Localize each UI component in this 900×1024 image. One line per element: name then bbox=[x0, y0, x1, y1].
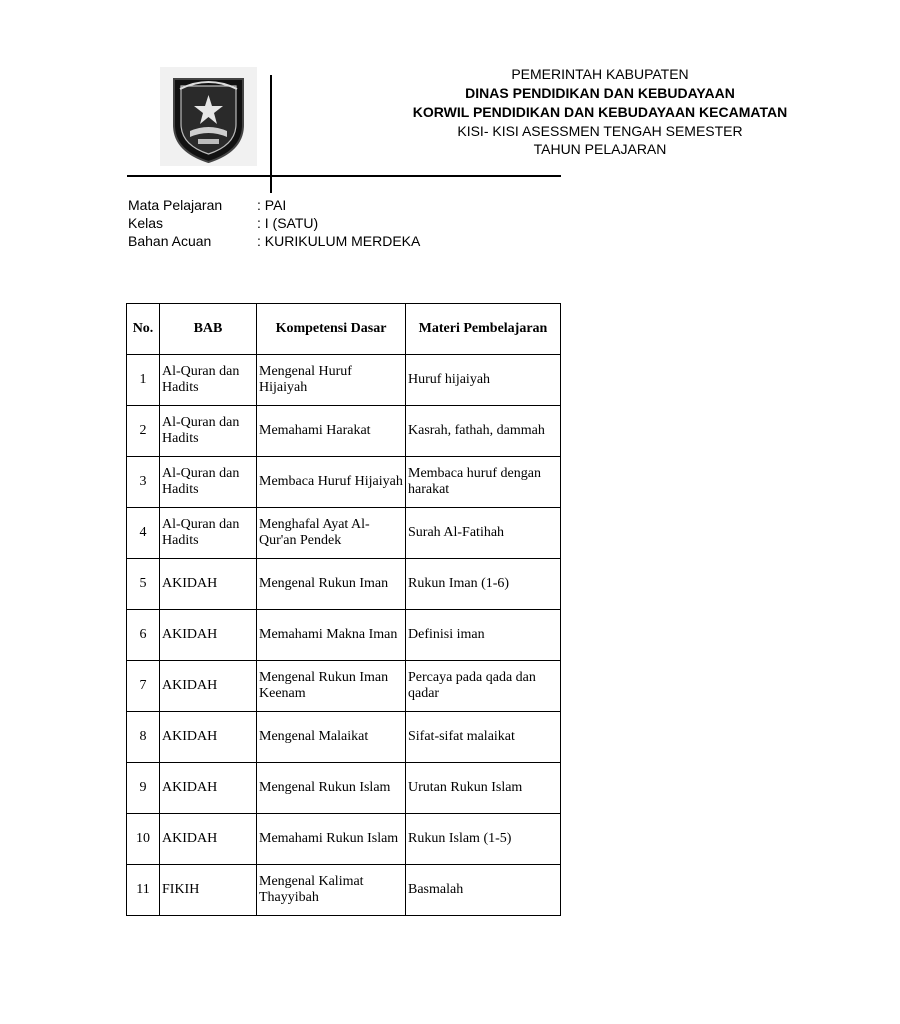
table-row bbox=[127, 712, 561, 763]
row-materi: Surah Al-Fatihah bbox=[406, 508, 561, 559]
header-kompetensi-dasar: Kompetensi Dasar bbox=[257, 304, 406, 355]
row-no: 10 bbox=[127, 814, 160, 865]
acuan-value: : KURIKULUM MERDEKA bbox=[257, 233, 421, 249]
row-bab: Al-Quran dan Hadits bbox=[160, 406, 257, 457]
row-materi: Huruf hijaiyah bbox=[406, 355, 561, 406]
table-row bbox=[127, 355, 561, 406]
row-bab: AKIDAH bbox=[160, 712, 257, 763]
row-bab: AKIDAH bbox=[160, 814, 257, 865]
row-kompetensi: Memahami Harakat bbox=[257, 406, 406, 457]
row-no: 5 bbox=[127, 559, 160, 610]
row-kompetensi: Membaca Huruf Hijaiyah bbox=[257, 457, 406, 508]
row-kompetensi: Mengenal Rukun Iman Keenam bbox=[257, 661, 406, 712]
table-row bbox=[127, 457, 561, 508]
row-bab: AKIDAH bbox=[160, 763, 257, 814]
header-line-3: KORWIL PENDIDIKAN DAN KEBUDAYAAN KECAMATAN bbox=[412, 104, 788, 120]
table-row bbox=[127, 865, 561, 916]
kelas-value: : I (SATU) bbox=[257, 215, 319, 231]
row-bab: AKIDAH bbox=[160, 559, 257, 610]
mapel-value: : PAI bbox=[257, 197, 287, 213]
row-no: 4 bbox=[127, 508, 160, 559]
header-line-4: KISI- KISI ASESSMEN TENGAH SEMESTER bbox=[457, 123, 743, 139]
row-materi: Rukun Islam (1-5) bbox=[406, 814, 561, 865]
info-row-acuan bbox=[128, 232, 421, 250]
row-bab: Al-Quran dan Hadits bbox=[160, 457, 257, 508]
row-kompetensi: Mengenal Rukun Islam bbox=[257, 763, 406, 814]
row-bab: Al-Quran dan Hadits bbox=[160, 508, 257, 559]
row-no: 9 bbox=[127, 763, 160, 814]
acuan-label: Bahan Acuan bbox=[128, 233, 212, 249]
row-materi: Kasrah, fathah, dammah bbox=[406, 406, 561, 457]
table-row bbox=[127, 508, 561, 559]
row-no: 11 bbox=[127, 865, 160, 916]
row-kompetensi: Mengenal Rukun Iman bbox=[257, 559, 406, 610]
row-no: 2 bbox=[127, 406, 160, 457]
row-bab: Al-Quran dan Hadits bbox=[160, 355, 257, 406]
row-bab: AKIDAH bbox=[160, 610, 257, 661]
row-kompetensi: Memahami Makna Iman bbox=[257, 610, 406, 661]
table-row bbox=[127, 406, 561, 457]
row-bab: AKIDAH bbox=[160, 661, 257, 712]
row-materi: Rukun Iman (1-6) bbox=[406, 559, 561, 610]
row-materi: Urutan Rukun Islam bbox=[406, 763, 561, 814]
info-row-kelas bbox=[128, 214, 319, 232]
info-row-mapel bbox=[128, 196, 287, 214]
table-header-row bbox=[127, 304, 561, 355]
row-materi: Sifat-sifat malaikat bbox=[406, 712, 561, 763]
table-row bbox=[127, 814, 561, 865]
table-row bbox=[127, 763, 561, 814]
header-bab: BAB bbox=[160, 304, 257, 355]
header-line-1: PEMERINTAH KABUPATEN bbox=[511, 66, 689, 82]
row-materi: Percaya pada qada dan qadar bbox=[406, 661, 561, 712]
table-row bbox=[127, 661, 561, 712]
header-materi-pembelajaran: Materi Pembelajaran bbox=[406, 304, 561, 355]
table-row bbox=[127, 559, 561, 610]
row-kompetensi: Mengenal Malaikat bbox=[257, 712, 406, 763]
row-kompetensi: Menghafal Ayat Al-Qur'an Pendek bbox=[257, 508, 406, 559]
row-kompetensi: Memahami Rukun Islam bbox=[257, 814, 406, 865]
header-no: No. bbox=[127, 304, 160, 355]
row-no: 8 bbox=[127, 712, 160, 763]
table-row bbox=[127, 610, 561, 661]
kelas-label: Kelas bbox=[128, 215, 164, 231]
header-line-2: DINAS PENDIDIKAN DAN KEBUDAYAAN bbox=[465, 85, 735, 101]
regency-emblem-logo bbox=[160, 67, 257, 166]
kisi-kisi-table bbox=[126, 303, 561, 916]
row-no: 7 bbox=[127, 661, 160, 712]
header-horizontal-rule bbox=[127, 175, 561, 177]
mapel-label: Mata Pelajaran bbox=[128, 197, 223, 213]
row-kompetensi: Mengenal Kalimat Thayyibah bbox=[257, 865, 406, 916]
row-materi: Membaca huruf dengan harakat bbox=[406, 457, 561, 508]
row-materi: Definisi iman bbox=[406, 610, 561, 661]
row-no: 3 bbox=[127, 457, 160, 508]
header-line-5: TAHUN PELAJARAN bbox=[533, 141, 667, 157]
row-no: 1 bbox=[127, 355, 160, 406]
row-materi: Basmalah bbox=[406, 865, 561, 916]
row-kompetensi: Mengenal Huruf Hijaiyah bbox=[257, 355, 406, 406]
row-bab: FIKIH bbox=[160, 865, 257, 916]
row-no: 6 bbox=[127, 610, 160, 661]
